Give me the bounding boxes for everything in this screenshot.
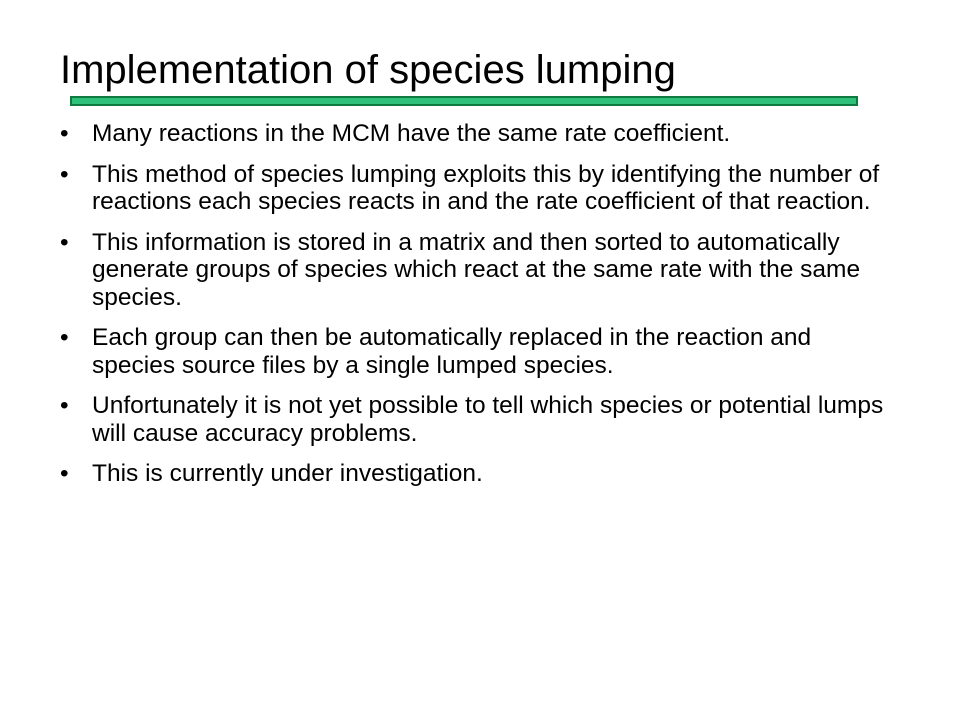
- bullet-item: [60, 324, 900, 379]
- bullet-dot-icon: •: [60, 460, 69, 487]
- slide-title: Implementation of species lumping: [60, 48, 676, 92]
- bullet-item: [60, 161, 900, 216]
- bullet-text: This is currently under investigation.: [92, 460, 483, 487]
- bullet-dot-icon: •: [60, 392, 69, 419]
- bullet-text: Unfortunately it is not yet possible to tell which species or potential lumps will cause accuracy problems.: [92, 392, 884, 447]
- bullet-dot-icon: •: [60, 120, 69, 147]
- bullet-dot-icon: •: [60, 324, 69, 351]
- bullet-list: [60, 120, 900, 501]
- bullet-text: This method of species lumping exploits this by identifying the number of reactions each species reacts in and the rate coefficient of that reaction.: [92, 160, 880, 215]
- bullet-text: Many reactions in the MCM have the same rate coefficient.: [92, 120, 731, 147]
- title-underline-rule: [70, 96, 858, 106]
- bullet-text: This information is stored in a matrix and then sorted to automatically generate groups of species which react at the same rate with the same species.: [92, 228, 861, 311]
- bullet-text: Each group can then be automatically replaced in the reaction and species source files by a single lumped species.: [92, 324, 812, 379]
- bullet-dot-icon: •: [60, 228, 69, 256]
- bullet-item: [60, 120, 900, 148]
- bullet-item: [60, 392, 900, 447]
- bullet-item: [60, 460, 900, 488]
- bullet-item: [60, 229, 900, 312]
- bullet-dot-icon: •: [60, 160, 69, 188]
